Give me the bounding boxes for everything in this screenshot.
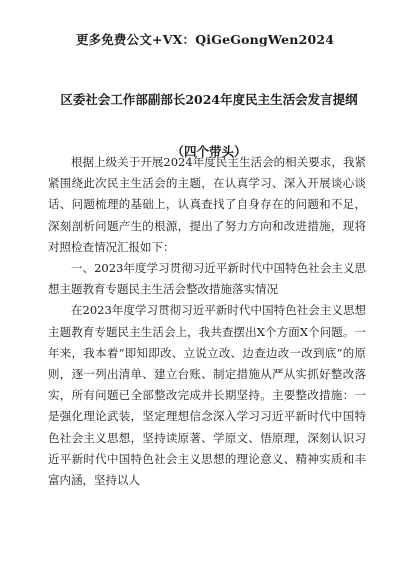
document-title: 区委社会工作部副部长2024年度民主生活会发言提纲（四个带头） [60, 92, 358, 159]
document-body [48, 152, 366, 491]
paragraph-section-1: 在2023年度学习贯彻习近平新时代中国特色社会主义思想主题教育专题民主生活会上，我共查摆出X个方面X个问题。一年来，我本着“即知即改、立说立改、边查边改一改到底”的原则，逐一列出清单、建立台账、制定措施从严从实抓好整改落实，所有问题已全部整改完成并长期坚持。主要整改措施：一是强化理论武装，坚定理想信念深入学习习近平新时代中国特色社会主义思想，坚持读原著、学原文、悟原理，深刻认识习近平新时代中国特色社会主义思想的理论意义、精神实质和丰富内涵，坚持以人 [48, 303, 366, 488]
section-heading-1: 一、2023年度学习贯彻习近平新时代中国特色社会主义思想主题教育专题民主生活会整改措施落实情况 [48, 261, 366, 297]
promo-banner: 更多免费公文+VX：QiGeGongWen2024 [75, 32, 335, 47]
paragraph-intro: 根据上级关于开展2024年度民主生活会的相关要求，我紧紧围绕此次民主生活会的主题，在认真学习、深入开展谈心谈话、问题梳理的基础上，认真查找了自身存在的问题和不足，深刻剖析问题产生的根源，提出了努力方向和改进措施，现将对照检查情况汇报如下： [48, 155, 366, 254]
